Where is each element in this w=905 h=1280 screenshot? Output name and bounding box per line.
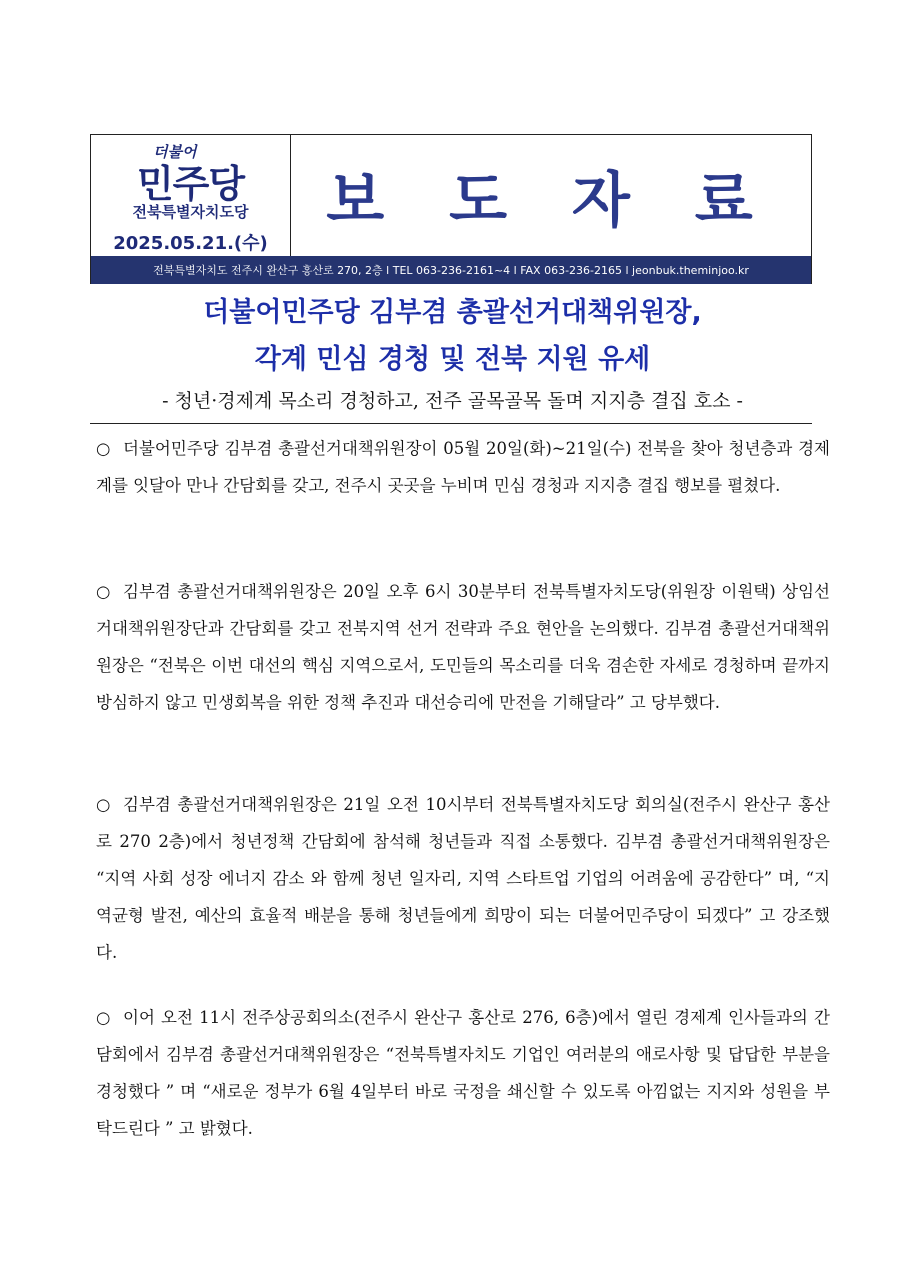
headline-line-1: 더불어민주당 김부겸 총괄선거대책위원장,	[203, 297, 702, 328]
paragraph-text: 이어 오전 11시 전주상공회의소(전주시 완산구 홍산로 276, 6층)에서 열린 경제계 인사들과의 간담회에서 김부겸 총괄선거대책위원장은 “전북특별자치도 기업인 여러분의 애로사항 및 답답한 부분을 경청했다 ” 며 “새로운 정부가 6월 4일부터 바로 국정을 쇄신할 수 있도록 아낌없는 지지와 성원을 부탁드린다 ” 고 밝혔다.	[96, 1008, 830, 1138]
party-logo-block	[91, 135, 291, 256]
paragraph-text: 김부겸 총괄선거대책위원장은 20일 오후 6시 30분부터 전북특별자치도당(위원장 이원택) 상임선거대책위원장단과 간담회를 갖고 전북지역 선거 전략과 주요 현안을 논의했다. 김부겸 총괄선거대책위원장은 “전북은 이번 대선의 핵심 지역으로서, 도민들의 목소리를 더욱 겸손한 자세로 경청하며 끝까지 방심하지 않고 민생회복을 위한 정책 추진과 대선승리에 만전을 기해달라” 고 당부했다.	[96, 582, 830, 712]
release-date: 2025.05.21.(수)	[113, 233, 268, 254]
bullet-circle-icon: ○	[96, 439, 111, 458]
logo-main-text: 민주당	[136, 162, 245, 206]
press-release-title: 보 도 자 료	[326, 165, 775, 236]
bullet-circle-icon: ○	[96, 795, 111, 814]
paragraph-text: 김부겸 총괄선거대책위원장은 21일 오전 10시부터 전북특별자치도당 회의실(전주시 완산구 홍산로 270 2층)에서 청년정책 간담회에 참석해 청년들과 직접 소통했다. 김부겸 총괄선거대책위원장은 “지역 사회 성장 에너지 감소 와 함께 청년 일자리, 지역 스타트업 기업의 어려움에 공감한다” 며, “지역균형 발전, 예산의 효율적 배분을 통해 청년들에게 희망이 되는 더불어민주당이 되겠다” 고 강조했다.	[96, 795, 830, 962]
logo-sub-text: 전북특별자치도당	[132, 203, 249, 221]
subheadline: - 청년·경제계 목소리 경청하고, 전주 골목골목 돌며 지지층 결집 호소 -	[162, 390, 743, 412]
logo-small-text: 더불어	[153, 143, 197, 161]
paragraph	[96, 999, 830, 1147]
press-release-header	[90, 134, 812, 284]
paragraph	[96, 573, 830, 721]
headline-line-2: 각계 민심 경청 및 전북 지원 유세	[254, 344, 651, 375]
divider	[90, 423, 812, 424]
bullet-circle-icon: ○	[96, 582, 111, 601]
contact-bar: 전북특별자치도 전주시 완산구 홍산로 270, 2층 l TEL 063-236-2161~4 l FAX 063-236-2165 l jeonbuk.theminjoo.kr	[91, 256, 811, 284]
paragraph	[96, 786, 830, 971]
paragraph-text: 더불어민주당 김부겸 총괄선거대책위원장이 05월 20일(화)~21일(수) 전북을 찾아 청년층과 경제계를 잇달아 만나 간담회를 갖고, 전주시 곳곳을 누비며 민심 경청과 지지층 결집 행보를 펼쳤다.	[96, 439, 830, 495]
paragraph	[96, 430, 830, 504]
bullet-circle-icon: ○	[96, 1008, 111, 1027]
